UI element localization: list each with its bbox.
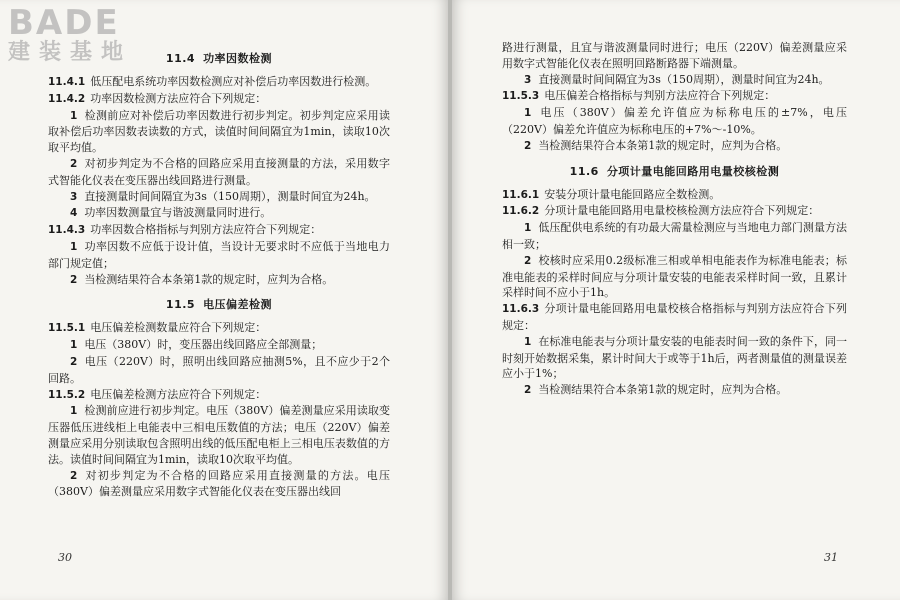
- item-11-6-2-2: 2 校核时应采用0.2级标准三相或单相电能表作为标准电能表；标准电能表的采样时间应与分项计量安装的电能表采样时间一致，且累计采样时间不应小于1h。: [502, 253, 847, 300]
- clause-11-6-2: 11.6.2 分项计量电能回路用电量校核检测方法应符合下列规定：: [502, 204, 820, 218]
- clause-11-5-3: 11.5.3 电压偏差合格指标与判别方法应符合下列规定：: [502, 89, 776, 103]
- item-11-5-3-1: 1 电压（380V）偏差允许值应为标称电压的±7%，电压（220V）偏差允许值应为标称电压的+7%～-10%。: [502, 106, 847, 136]
- item-11-6-2-1: 1 低压配供电系统的有功最大需量检测应与当地电力部门测量方法相一致；: [502, 221, 847, 251]
- section-heading-11-5: 11.5 电压偏差检测: [165, 298, 273, 312]
- right-page: [452, 0, 900, 600]
- continuation-text: 路进行测量，且宜与谐波测量同时进行；电压（220V）偏差测量应采用数字式智能化仪表在照明回路断路器下端测量。: [502, 41, 847, 70]
- clause-11-4-2: 11.4.2 功率因数检测方法应符合下列规定：: [48, 91, 267, 105]
- item-11-6-3-2: 2 当检测结果符合本条第1款的规定时，应判为合格。: [524, 383, 788, 397]
- left-page: [0, 0, 448, 600]
- watermark-line2: 建装基地: [8, 40, 133, 65]
- clause-11-4-3: 11.4.3 功率因数合格指标与判别方法应符合下列规定：: [48, 223, 322, 237]
- section-heading-11-4: 11.4 功率因数检测: [165, 52, 273, 65]
- page-number-left: 30: [58, 551, 72, 564]
- item-11-5-2-3: 3 直接测量时间间隔宜为3s（150周期），测量时间宜为24h。: [524, 72, 830, 86]
- clause-11-5-2: 11.5.2 电压偏差检测方法应符合下列规定：: [48, 387, 267, 401]
- item-11-4-2-2: 2 对初步判定为不合格的回路应采用直接测量的方法，采用数字式智能化仪表在变压器出线回路进行测量。: [48, 156, 390, 187]
- item-11-4-2-3: 3 直接测量时间间隔宜为3s（150周期），测量时间宜为24h。: [70, 189, 376, 203]
- left-text-column: [48, 42, 390, 500]
- item-11-5-1-1: 1 电压（380V）时，变压器出线回路应全部测量；: [70, 338, 323, 352]
- section-heading-11-6: 11.6 分项计量电能回路用电量校核检测: [569, 164, 780, 178]
- item-11-5-1-2: 2 电压（220V）时，照明出线回路应抽测5%，且不应少于2个回路。: [48, 354, 390, 385]
- right-text-column: [502, 40, 847, 399]
- item-11-5-2-2: 2 对初步判定为不合格的回路应采用直接测量的方法。电压（380V）偏差测量应采用数字式智能化仪表在变压器出线回: [48, 468, 390, 499]
- item-11-4-3-2: 2 当检测结果符合本条第1款的规定时，应判为合格。: [70, 272, 334, 286]
- clause-11-6-1: 11.6.1 安装分项计量电能回路应全数检测。: [502, 187, 721, 201]
- clause-11-6-3: 11.6.3 分项计量电能回路用电量校核合格指标与判别方法应符合下列规定：: [502, 302, 847, 332]
- item-11-4-3-1: 1 功率因数不应低于设计值，当设计无要求时不应低于当地电力部门规定值；: [48, 239, 390, 270]
- watermark-line1: BADE: [8, 3, 120, 43]
- item-11-4-2-4: 4 功率因数测量宜与谐波测量同时进行。: [70, 206, 272, 220]
- item-11-5-3-2: 2 当检测结果符合本条第1款的规定时，应判为合格。: [524, 138, 788, 152]
- clause-11-5-1: 11.5.1 电压偏差检测数量应符合下列规定：: [48, 321, 267, 335]
- item-11-6-3-1: 1 在标准电能表与分项计量安装的电能表时间一致的条件下，同一时刻开始数据采集，累计时间大于或等于1h后，两者测量值的测量误差应小于1%；: [502, 334, 847, 381]
- clause-11-4-1: 11.4.1 低压配电系统功率因数检测应对补偿后功率因数进行检测。: [48, 75, 377, 88]
- page-number-right: 31: [824, 551, 838, 564]
- item-11-5-2-1: 1 检测前应进行初步判定。电压（380V）偏差测量应采用读取变压器低压进线柜上电能表中三相电压数值的方法；电压（220V）偏差测量应采用分别读取包含照明出线的低压配电柜上三相电压表数值的方法。读值时间间隔宜为1min，读取10次取平均值。: [48, 404, 390, 466]
- item-11-4-2-1: 1 检测前应对补偿后功率因数进行初步判定。初步判定应采用读取补偿后功率因数表读数的方式，读值时间间隔宜为1min，读取10次取平均值。: [48, 108, 390, 155]
